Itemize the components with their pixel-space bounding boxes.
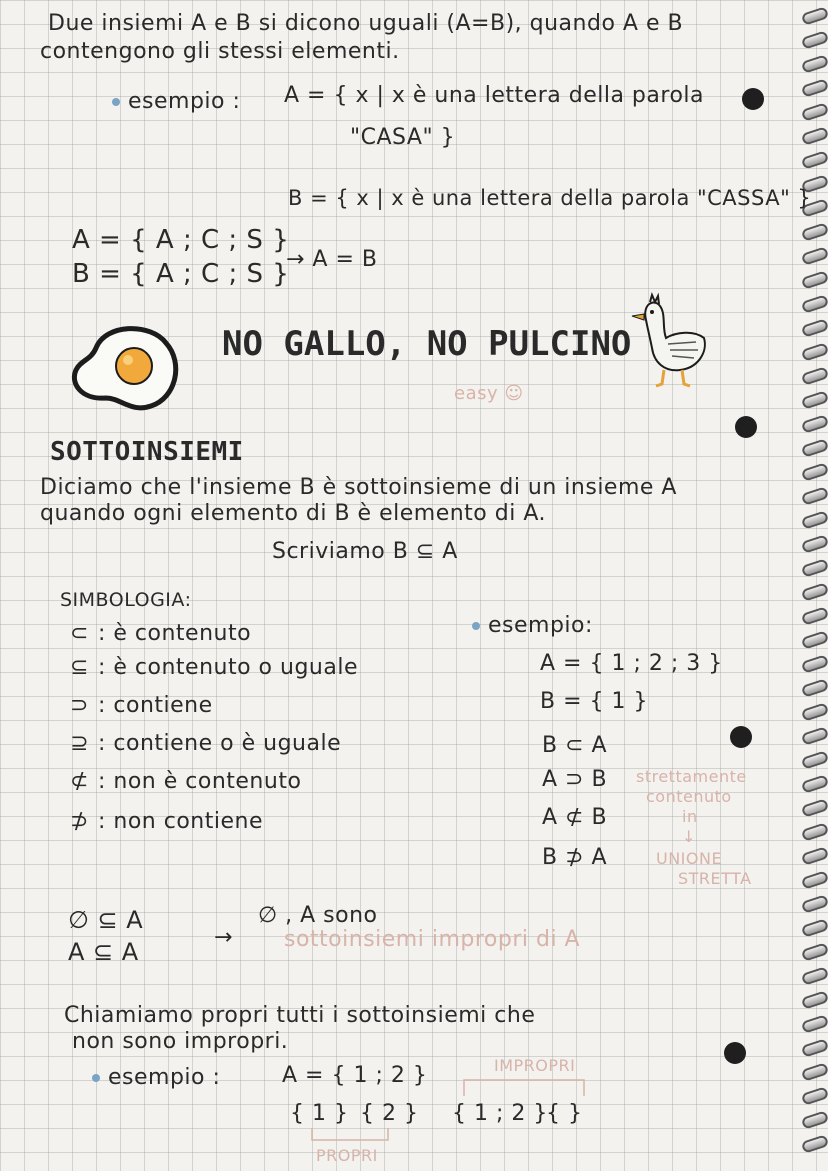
spiral-coil	[801, 1110, 828, 1129]
relation-b-not-superset-a: B ⊅ A	[542, 845, 608, 870]
spiral-coil	[801, 414, 828, 433]
spiral-coil	[801, 990, 828, 1009]
spiral-coil	[801, 558, 828, 577]
spiral-coil	[801, 966, 828, 985]
spiral-coil	[801, 54, 828, 73]
subset-definition-2: quando ogni elemento di B è elemento di A.	[40, 501, 546, 526]
spiral-coil	[801, 6, 828, 25]
equality-conclusion: → A = B	[286, 247, 378, 272]
self-subset: A ⊆ A	[68, 938, 139, 966]
proper-bracket	[306, 1126, 396, 1146]
proper-subset-1: { 1 }	[290, 1101, 349, 1126]
spiral-coil	[801, 102, 828, 121]
symbol-row	[70, 810, 263, 834]
binder-hole	[730, 726, 752, 748]
spiral-coil	[801, 606, 828, 625]
spiral-coil	[801, 222, 828, 241]
symbol-meaning: : contiene	[98, 693, 213, 718]
note-union: UNIONE	[656, 849, 723, 868]
symbol-glyph: ⊆	[70, 655, 89, 680]
binder-hole	[724, 1042, 746, 1064]
spiral-coil	[801, 846, 828, 865]
spiral-coil	[801, 30, 828, 49]
note-in: in	[682, 807, 698, 826]
binder-hole	[735, 416, 757, 438]
note-contained: contenuto	[646, 787, 732, 806]
set-a-extension: A = { A ; C ; S }	[72, 225, 290, 255]
spiral-coil	[801, 1038, 828, 1057]
spiral-coil	[801, 726, 828, 745]
symbol-glyph: ⊃	[70, 693, 89, 718]
note-strict: STRETTA	[678, 869, 752, 888]
proper-example-set: A = { 1 ; 2 }	[282, 1063, 428, 1088]
spiral-coil	[801, 270, 828, 289]
improper-label: IMPROPRI	[494, 1056, 576, 1075]
spiral-coil	[801, 78, 828, 97]
spiral-coil	[801, 582, 828, 601]
example-label: esempio:	[472, 614, 593, 638]
spiral-coil	[801, 1086, 828, 1105]
spiral-coil	[801, 510, 828, 529]
example-set-b: B = { 1 }	[540, 689, 648, 714]
subset-notation: Scriviamo B ⊆ A	[272, 539, 458, 564]
bullet-icon	[92, 1074, 100, 1082]
symbol-meaning: : contiene o è uguale	[98, 731, 342, 756]
symbol-row	[70, 656, 358, 680]
symbol-meaning: : è contenuto o uguale	[98, 655, 358, 680]
spiral-coil	[801, 438, 828, 457]
spiral-coil	[801, 870, 828, 889]
set-a-definition-word: "CASA" }	[350, 125, 456, 150]
bullet-icon	[112, 98, 120, 106]
arrow-icon: →	[214, 925, 233, 950]
improper-bracket	[460, 1074, 590, 1098]
spiral-coil	[801, 630, 828, 649]
symbol-glyph: ⊇	[70, 731, 89, 756]
subset-definition-1: Diciamo che l'insieme B è sottoinsieme di un insieme A	[40, 475, 677, 500]
improper-subset-1: { 1 ; 2 }	[452, 1101, 548, 1126]
chicken-icon	[624, 292, 710, 392]
symbol-meaning: : non contiene	[98, 809, 263, 834]
binder-hole	[742, 88, 764, 110]
section-heading: SOTTOINSIEMI	[50, 437, 244, 467]
symbol-row	[70, 732, 341, 756]
symbol-glyph: ⊂	[70, 621, 89, 646]
spiral-binding	[798, 10, 828, 1160]
example-label: esempio :	[112, 90, 240, 114]
spiral-coil	[801, 462, 828, 481]
spiral-coil	[801, 486, 828, 505]
set-a-definition: A = { x | x è una lettera della parola	[284, 83, 704, 108]
joke-note: easy ☺	[454, 383, 524, 404]
joke-title: NO GALLO, NO PULCINO	[222, 324, 632, 364]
spiral-coil	[801, 126, 828, 145]
spiral-coil	[801, 342, 828, 361]
proper-definition-2: non sono impropri.	[72, 1029, 289, 1054]
spiral-coil	[801, 750, 828, 769]
spiral-coil	[801, 150, 828, 169]
relation-a-not-subset-b: A ⊄ B	[542, 805, 608, 830]
spiral-coil	[801, 294, 828, 313]
spiral-coil	[801, 894, 828, 913]
spiral-coil	[801, 318, 828, 337]
set-b-definition: B = { x | x è una lettera della parola "CASSA" }	[288, 186, 812, 210]
proper-definition-1: Chiamiamo propri tutti i sottoinsiemi che	[64, 1003, 536, 1028]
improper-subset-2: { }	[546, 1101, 583, 1126]
spiral-coil	[801, 654, 828, 673]
symbol-glyph: ⊄	[70, 769, 89, 794]
example-set-a: A = { 1 ; 2 ; 3 }	[540, 651, 723, 676]
spiral-coil	[801, 1134, 828, 1153]
proper-label: PROPRI	[316, 1146, 378, 1165]
spiral-coil	[801, 534, 828, 553]
empty-subset: ∅ ⊆ A	[68, 906, 144, 934]
spiral-coil	[801, 942, 828, 961]
symbology-heading: SIMBOLOGIA:	[60, 589, 192, 611]
symbol-meaning: : è contenuto	[98, 621, 252, 646]
spiral-coil	[801, 1062, 828, 1081]
example-label: esempio :	[92, 1066, 220, 1090]
symbol-row	[70, 622, 251, 646]
spiral-coil	[801, 918, 828, 937]
set-b-extension: B = { A ; C ; S }	[72, 259, 290, 289]
intro-line-2: contengono gli stessi elementi.	[40, 39, 400, 64]
spiral-coil	[801, 798, 828, 817]
spiral-coil	[801, 702, 828, 721]
spiral-coil	[801, 246, 828, 265]
bullet-icon	[472, 622, 480, 630]
fried-egg-icon	[66, 318, 184, 418]
spiral-coil	[801, 1014, 828, 1033]
proper-subset-2: { 2 }	[360, 1101, 419, 1126]
symbol-row	[70, 770, 301, 794]
note-arrow-icon: ↓	[682, 827, 696, 846]
intro-line-1: Due insiemi A e B si dicono uguali (A=B), quando A e B	[48, 11, 684, 36]
spiral-coil	[801, 822, 828, 841]
spiral-coil	[801, 390, 828, 409]
improper-text-1: ∅ , A sono	[258, 903, 378, 928]
symbol-glyph: ⊅	[70, 809, 89, 834]
symbol-meaning: : non è contenuto	[98, 769, 302, 794]
symbol-row	[70, 694, 213, 718]
spiral-coil	[801, 678, 828, 697]
spiral-coil	[801, 366, 828, 385]
note-strictly: strettamente	[636, 767, 747, 786]
relation-a-superset-b: A ⊃ B	[542, 767, 608, 792]
improper-text-2: sottoinsiemi impropri di A	[284, 927, 581, 952]
relation-b-subset-a: B ⊂ A	[542, 733, 608, 758]
spiral-coil	[801, 774, 828, 793]
